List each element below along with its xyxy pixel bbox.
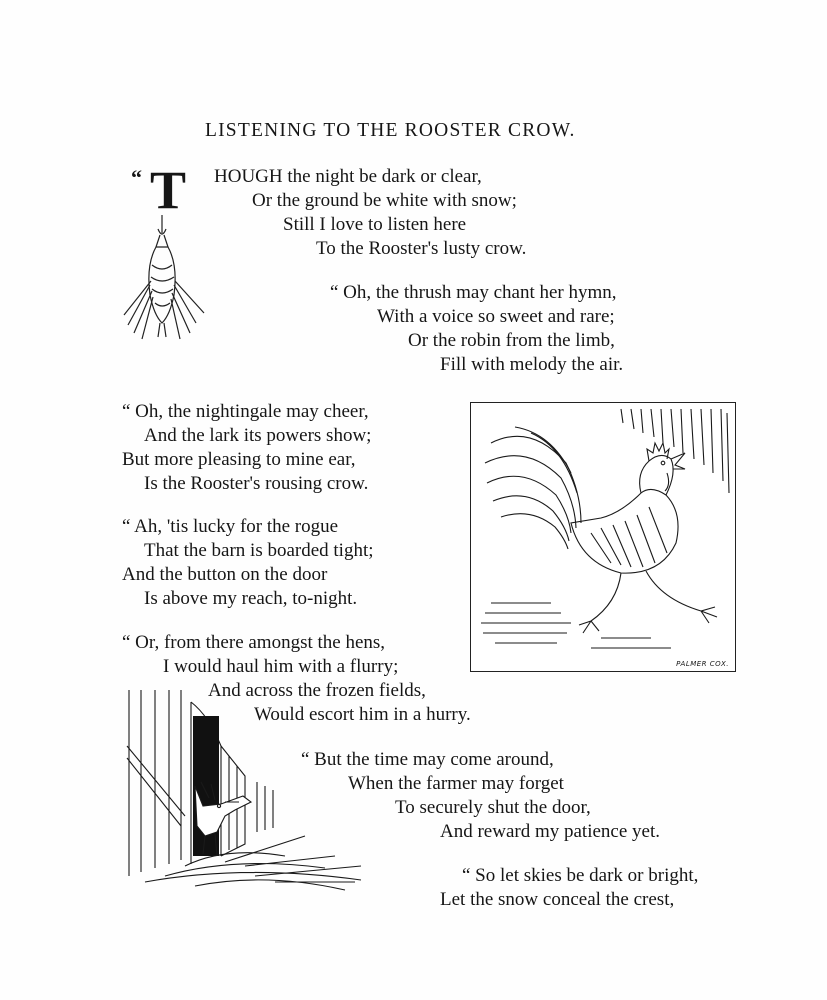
poem-line: When the farmer may forget [348, 773, 564, 794]
poem-line: And the lark its powers show; [144, 425, 372, 446]
poem-line: Would escort him in a hurry. [254, 704, 471, 725]
poem-line: Is above my reach, to-night. [144, 588, 358, 609]
poem-line: “ So let skies be dark or bright, [462, 865, 699, 886]
poem-line: That the barn is boarded tight; [144, 540, 374, 561]
artist-signature: PALMER COX. [676, 660, 729, 668]
poem-line: Let the snow conceal the crest, [440, 889, 675, 910]
poem-line: “ Oh, the nightingale may cheer, [122, 401, 369, 422]
poem-line: Or the ground be white with snow; [252, 190, 517, 211]
poem-line: And reward my patience yet. [440, 821, 660, 842]
poem-line: I would haul him with a flurry; [163, 656, 399, 677]
poem-line: With a voice so sweet and rare; [377, 306, 615, 327]
poem-title: LISTENING TO THE ROOSTER CROW. [205, 120, 576, 141]
poem-line: Is the Rooster's rousing crow. [144, 473, 369, 494]
poem-line: Or the robin from the limb, [408, 330, 615, 351]
poem-line: Still I love to listen here [283, 214, 467, 235]
poem-line: “ Oh, the thrush may chant her hymn, [330, 282, 617, 303]
rooster-illustration [471, 403, 733, 669]
opening-quote: “ [131, 165, 142, 190]
hanging-bird-illustration [120, 215, 210, 345]
poem-line: To securely shut the door, [395, 797, 591, 818]
fox-barn-illustration [125, 686, 365, 896]
poem-line: “ Or, from there amongst the hens, [122, 632, 386, 653]
drop-cap-letter: T [150, 160, 187, 220]
poem-line: And across the frozen fields, [208, 680, 426, 701]
rooster-illustration-frame [470, 402, 736, 672]
poem-line: “ Ah, 'tis lucky for the rogue [122, 516, 339, 537]
poem-line: Fill with melody the air. [440, 354, 624, 375]
poem-line: To the Rooster's lusty crow. [316, 238, 527, 259]
poem-line: But more pleasing to mine ear, [122, 449, 356, 470]
poem-line: “ But the time may come around, [301, 749, 554, 770]
poem-line: And the button on the door [122, 564, 328, 585]
poem-line: HOUGH the night be dark or clear, [214, 166, 482, 187]
